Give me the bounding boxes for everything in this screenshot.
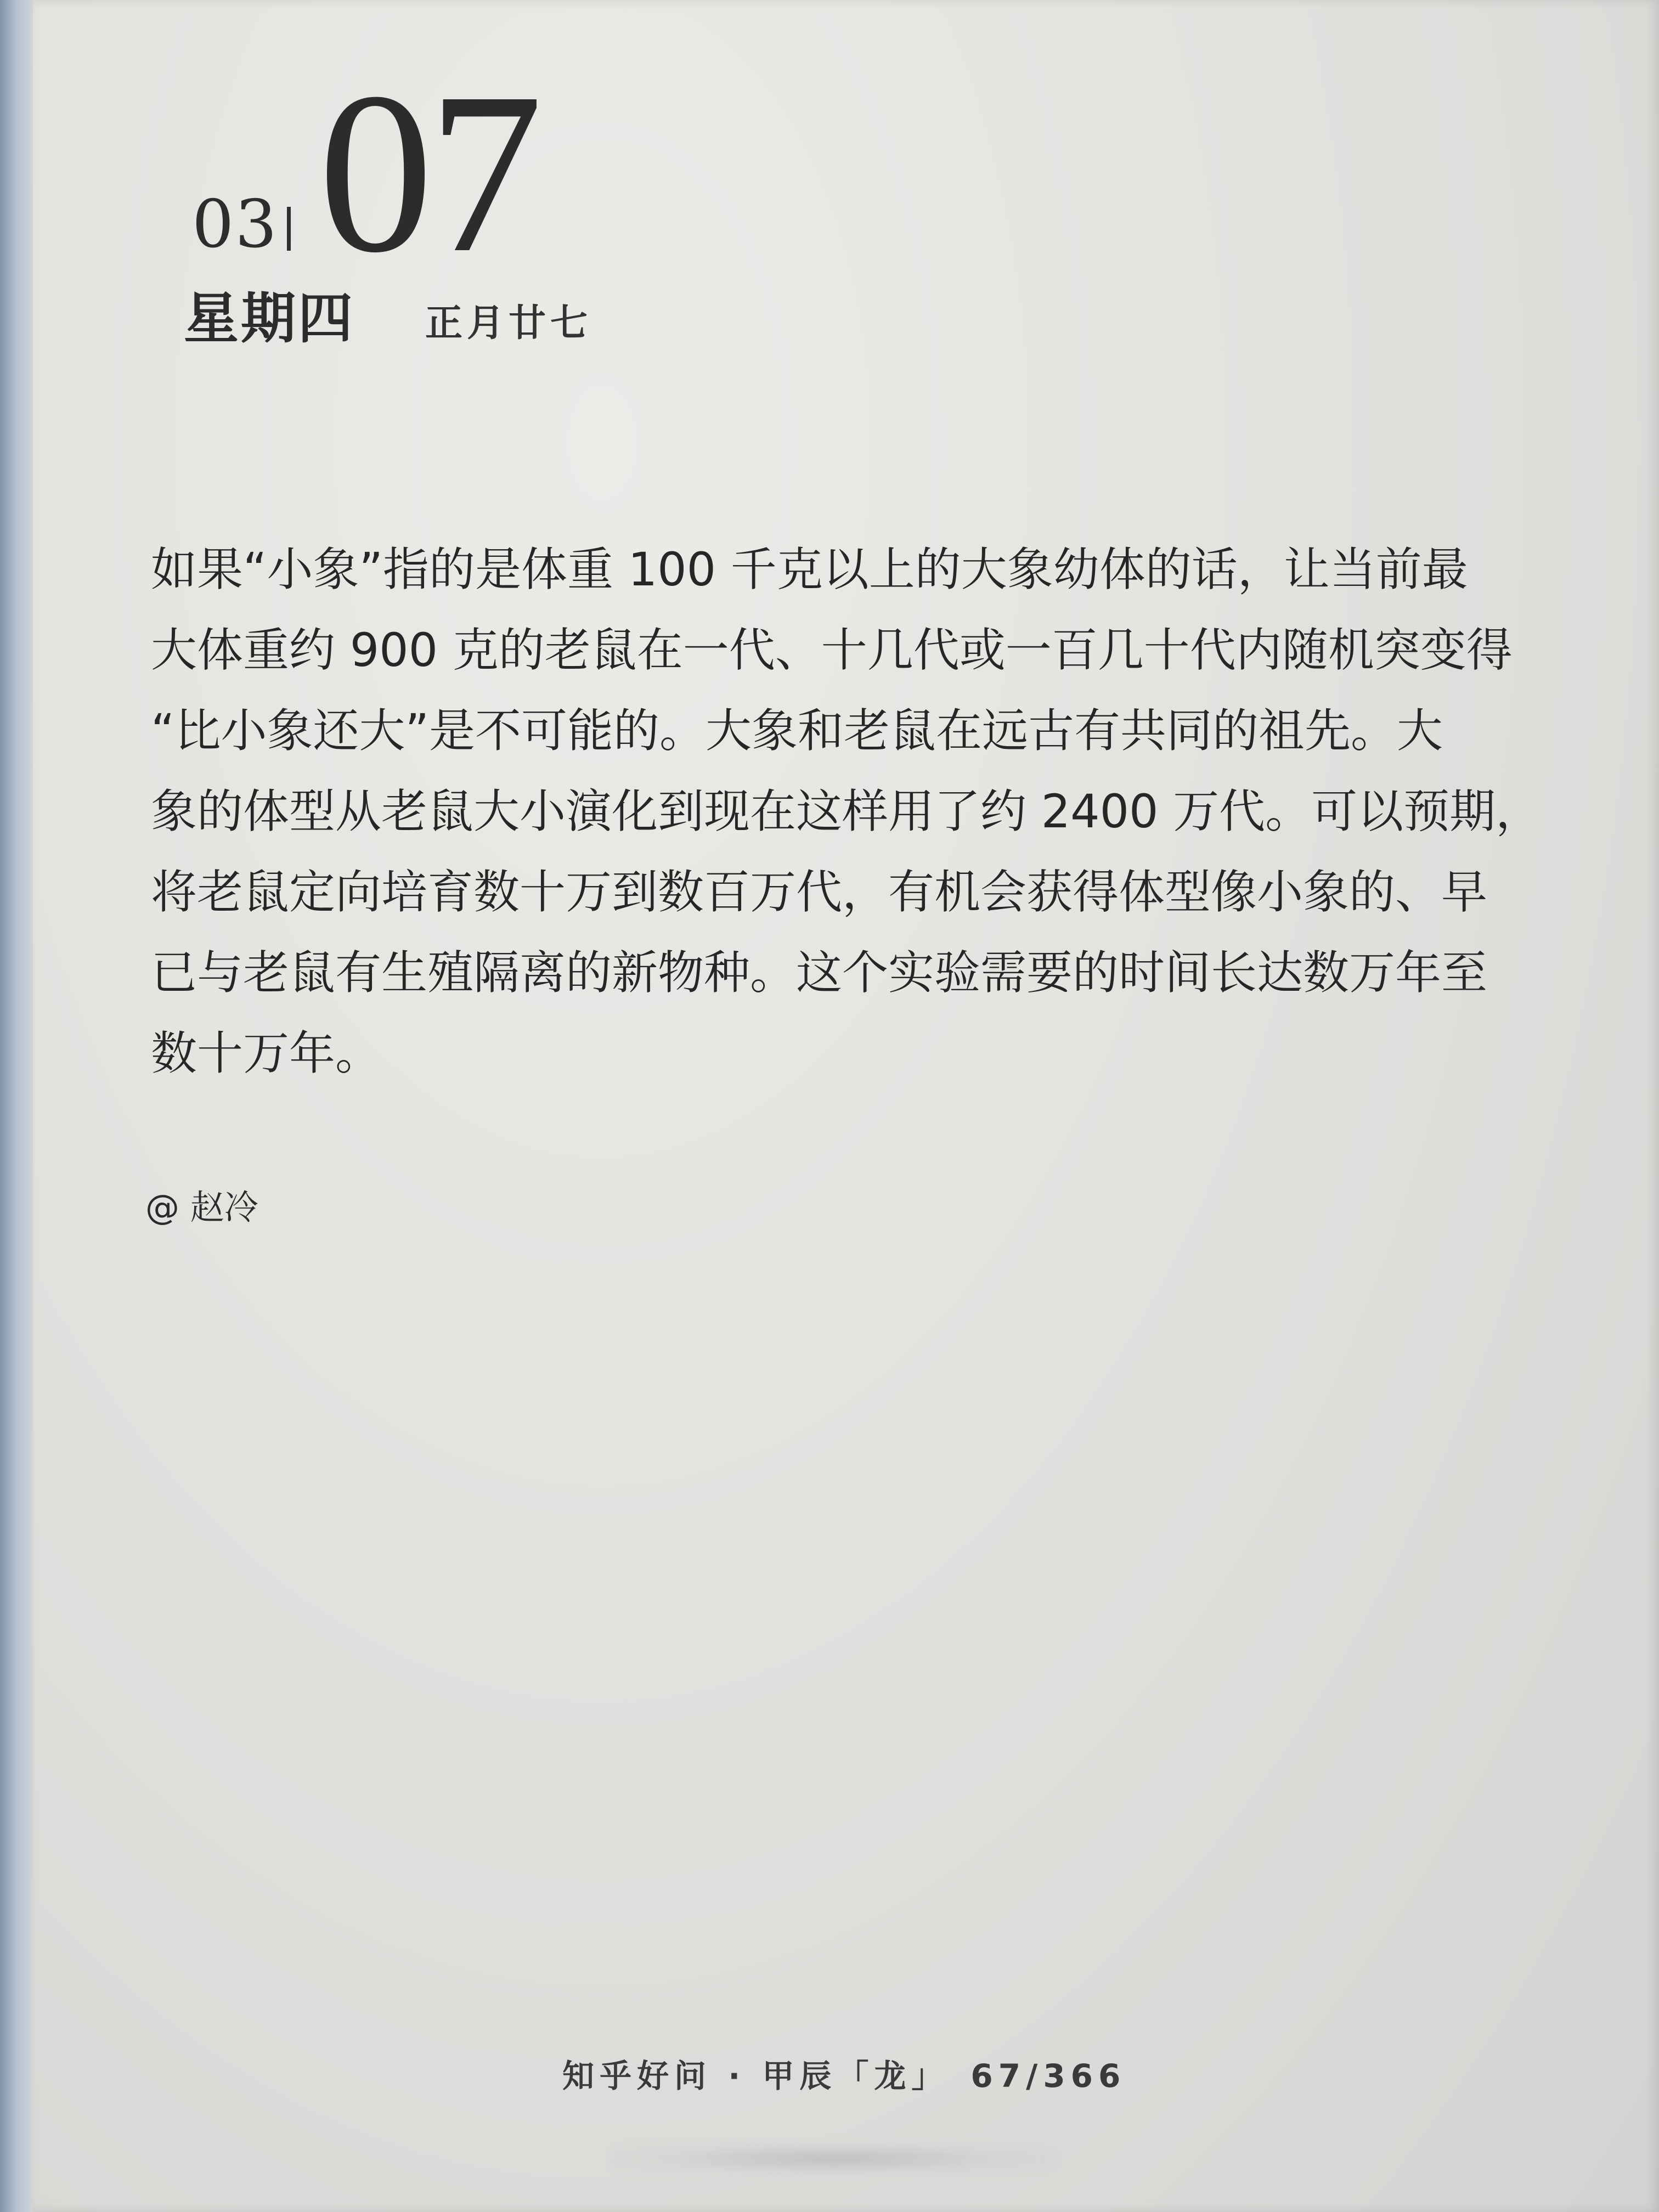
body-line: 数十万年。: [151, 1026, 382, 1080]
body-line: 如果“小象”指的是体重 100 千克以上的大象幼体的话，让当前最: [151, 543, 1468, 596]
body-paragraph: [151, 529, 1621, 1094]
calendar-page: [33, 0, 1659, 2212]
watermark-smudge: [609, 2142, 1059, 2175]
lunar-date: 正月廿七: [425, 301, 592, 345]
author-credit: @ 赵冷: [145, 1187, 258, 1227]
body-line: 大体重约 900 克的老鼠在一代、十几代或一百几十代内随机突变得: [151, 623, 1513, 677]
body-line: 已与老鼠有生殖隔离的新物种。这个实验需要的时间长达数万年至: [151, 946, 1488, 1000]
footer-brand: 知乎好问 · 甲辰「龙」: [562, 2057, 949, 2095]
body-line: “比小象还大”是不可能的。大象和老鼠在远古有共同的祖先。大: [151, 704, 1443, 758]
body-line: 将老鼠定向培育数十万到数百万代，有机会获得体型像小象的、早: [151, 865, 1488, 919]
day-number: 07: [318, 45, 538, 300]
month-number: 03: [192, 187, 278, 263]
date-divider: [287, 207, 291, 251]
footer-page-number: 67/366: [970, 2057, 1126, 2095]
page-footer: [562, 2057, 1126, 2095]
body-line: 象的体型从老鼠大小演化到现在这样用了约 2400 万代。可以预期，: [151, 785, 1542, 838]
weekday: 星期四: [184, 286, 355, 351]
